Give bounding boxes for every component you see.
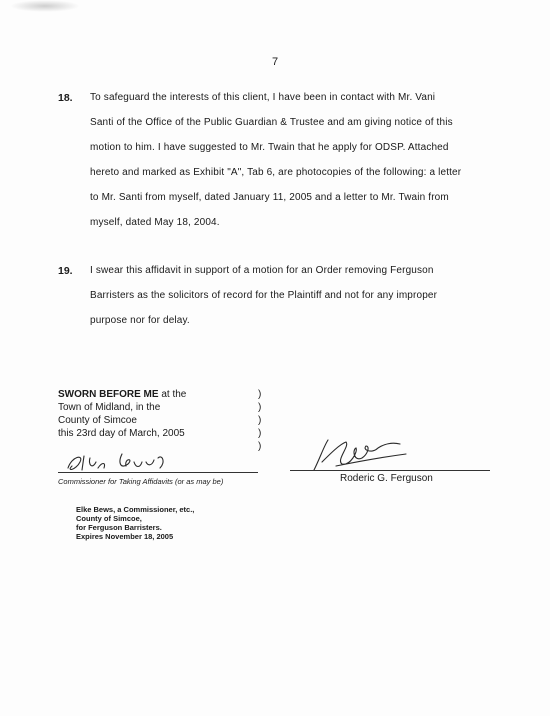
bracket: ) bbox=[258, 389, 262, 400]
jurat-line-1 bbox=[58, 388, 186, 401]
paragraph-line: I swear this affidavit in support of a motion for an Order removing Ferguson bbox=[90, 265, 434, 276]
scan-smudge bbox=[10, 0, 80, 12]
page-number: 7 bbox=[271, 56, 279, 68]
bracket: ) bbox=[258, 402, 262, 413]
stamp-line: Expires November 18, 2005 bbox=[76, 532, 174, 541]
stamp-line: Elke Bews, a Commissioner, etc., bbox=[76, 505, 195, 514]
jurat-block bbox=[58, 388, 186, 440]
commissioner-stamp bbox=[76, 505, 194, 541]
paragraph-number: 19. bbox=[58, 265, 73, 277]
jurat-line-4: this 23rd day of March, 2005 bbox=[58, 428, 185, 439]
paragraph-line: myself, dated May 18, 2004. bbox=[90, 217, 220, 228]
paragraph-line: to Mr. Santi from myself, dated January 11, 2005 and a letter to Mr. Twain from bbox=[90, 192, 449, 203]
bracket: ) bbox=[258, 441, 262, 452]
jurat-brackets bbox=[258, 388, 261, 453]
jurat-line-2: Town of Midland, in the bbox=[58, 402, 161, 413]
deponent-signature-line bbox=[290, 470, 490, 471]
jurat-line-3: County of Simcoe bbox=[58, 415, 137, 426]
bracket: ) bbox=[258, 415, 262, 426]
commissioner-signature-line bbox=[58, 472, 258, 473]
stamp-line: County of Simcoe, bbox=[76, 514, 142, 523]
commissioner-caption: Commissioner for Taking Affidavits (or as may be) bbox=[58, 477, 224, 486]
jurat-lead: SWORN BEFORE ME bbox=[58, 389, 159, 400]
paragraph-number: 18. bbox=[58, 92, 73, 104]
deponent-name: Roderic G. Ferguson bbox=[340, 473, 433, 484]
paragraph-line: Barristers as the solicitors of record for the Plaintiff and not for any improper bbox=[90, 290, 438, 301]
deponent-signature bbox=[306, 436, 416, 474]
paragraph-line: To safeguard the interests of this client, I have been in contact with Mr. Vani bbox=[90, 92, 436, 103]
paragraph-line: motion to him. I have suggested to Mr. Twain that he apply for ODSP. Attached bbox=[90, 142, 449, 153]
paragraph-line: hereto and marked as Exhibit "A", Tab 6, are photocopies of the following: a letter bbox=[90, 167, 462, 178]
paragraph-line: Santi of the Office of the Public Guardian & Trustee and am giving notice of this bbox=[90, 117, 453, 128]
bracket: ) bbox=[258, 428, 262, 439]
paragraph-line: purpose nor for delay. bbox=[90, 315, 190, 326]
stamp-line: for Ferguson Barristers. bbox=[76, 523, 162, 532]
jurat-lead-rest: at the bbox=[158, 389, 187, 400]
